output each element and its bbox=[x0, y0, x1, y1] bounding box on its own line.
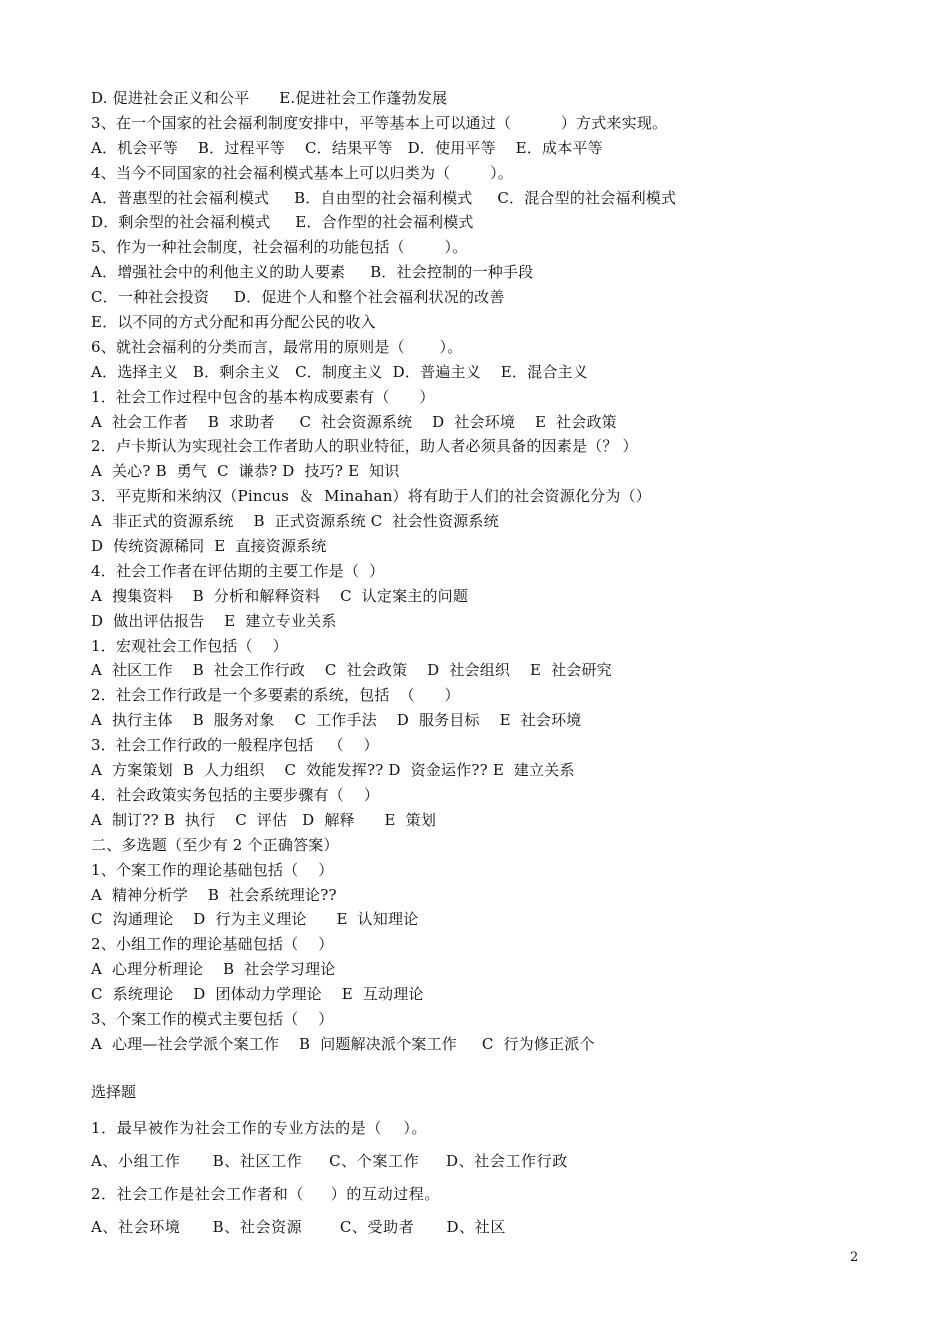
question-list-lower bbox=[91, 1080, 891, 1244]
options-line: A 精神分析学 B 社会系统理论?? bbox=[91, 885, 337, 904]
question-line: 2．社会工作是社会工作者和（ ）的互动过程。 bbox=[91, 1185, 440, 1203]
section-heading: 二、多选题（至少有 2 个正确答案） bbox=[91, 835, 339, 854]
question-line: 3．平克斯和米纳汉（Pincus ＆ Minahan）将有助于人们的社会资源化分为（） bbox=[91, 487, 651, 506]
options-line: D 做出评估报告 E 建立专业关系 bbox=[91, 611, 337, 630]
options-line: A 社区工作 B 社会工作行政 C 社会政策 D 社会组织 E 社会研究 bbox=[91, 661, 612, 680]
options-line: D．剩余型的社会福利模式 E．合作型的社会福利模式 bbox=[91, 213, 474, 232]
question-line: 3、个案工作的模式主要包括（ ） bbox=[91, 1009, 334, 1028]
options-line: A．机会平等 B．过程平等 C．结果平等 D．使用平等 E．成本平等 bbox=[91, 138, 603, 157]
options-line: E．以不同的方式分配和再分配公民的收入 bbox=[91, 313, 376, 332]
options-line: A 方案策划 B 人力组织 C 效能发挥?? D 资金运作?? E 建立关系 bbox=[91, 761, 575, 780]
section-heading: 选择题 bbox=[91, 1083, 137, 1101]
page-number: 2 bbox=[850, 1250, 859, 1265]
question-line: 1．宏观社会工作包括（ ） bbox=[91, 636, 288, 655]
spacer bbox=[91, 1104, 891, 1112]
options-line: A．选择主义 B．剩余主义 C．制度主义 D．普遍主义 E．混合主义 bbox=[91, 362, 588, 381]
options-line: A．增强社会中的利他主义的助人要素 B．社会控制的一种手段 bbox=[91, 263, 534, 282]
options-line: C 沟通理论 D 行为主义理论 E 认知理论 bbox=[91, 910, 419, 929]
options-line: A 社会工作者 B 求助者 C 社会资源系统 D 社会环境 E 社会政策 bbox=[91, 412, 617, 431]
options-line: A 心理分析理论 B 社会学习理论 bbox=[91, 960, 336, 979]
question-line: 2．卢卡斯认为实现社会工作者助人的职业特征，助人者必须具备的因素是（？ ） bbox=[91, 437, 638, 456]
question-line: 1、个案工作的理论基础包括（ ） bbox=[91, 860, 334, 879]
options-line: A 搜集资料 B 分析和解释资料 C 认定案主的问题 bbox=[91, 586, 469, 605]
question-line: 1．最早被作为社会工作的专业方法的是（ ）。 bbox=[91, 1119, 428, 1137]
options-line: A、社会环境 B、社会资源 C、受助者 D、社区 bbox=[91, 1218, 506, 1236]
question-line: 5、作为一种社会制度，社会福利的功能包括（ ）。 bbox=[91, 238, 468, 257]
options-line: D 传统资源稀同 E 直接资源系统 bbox=[91, 537, 327, 556]
question-line: 1．社会工作过程中包含的基本构成要素有（ ） bbox=[91, 387, 435, 406]
question-line: 4、当今不同国家的社会福利模式基本上可以归类为（ ）。 bbox=[91, 163, 513, 182]
question-line: 3．社会工作行政的一般程序包括 （ ） bbox=[91, 736, 379, 755]
question-line: 4．社会工作者在评估期的主要工作是（ ） bbox=[91, 561, 385, 580]
question-line: 4．社会政策实务包括的主要步骤有（ ） bbox=[91, 785, 380, 804]
options-line: A 执行主体 B 服务对象 C 工作手法 D 服务目标 E 社会环境 bbox=[91, 711, 582, 730]
options-line: A 关心? B 勇气 C 谦恭? D 技巧? E 知识 bbox=[91, 462, 400, 481]
options-line: C 系统理论 D 团体动力学理论 E 互动理论 bbox=[91, 985, 424, 1004]
text-line: D. 促进社会正义和公平 E.促进社会工作蓬勃发展 bbox=[91, 89, 448, 107]
question-line: 2．社会工作行政是一个多要素的系统，包括 （ ） bbox=[91, 686, 460, 705]
question-line: 3、在一个国家的社会福利制度安排中，平等基本上可以通过（ ）方式来实现。 bbox=[91, 113, 668, 132]
options-line: A．普惠型的社会福利模式 B．自由型的社会福利模式 C．混合型的社会福利模式 bbox=[91, 188, 677, 207]
question-line: 2、小组工作的理论基础包括（ ） bbox=[91, 935, 334, 954]
options-line: A 心理—社会学派个案工作 B 问题解决派个案工作 C 行为修正派个 bbox=[91, 1034, 595, 1053]
options-line: A 制订?? B 执行 C 评估 D 解释 E 策划 bbox=[91, 810, 437, 829]
options-line: A、小组工作 B、社区工作 C、个案工作 D、社会工作行政 bbox=[91, 1152, 568, 1170]
options-line: A 非正式的资源系统 B 正式资源系统 C 社会性资源系统 bbox=[91, 512, 499, 531]
question-line: 6、就社会福利的分类而言，最常用的原则是（ ）。 bbox=[91, 337, 463, 356]
options-line: C．一种社会投资 D．促进个人和整个社会福利状况的改善 bbox=[91, 288, 505, 307]
question-list-upper bbox=[91, 86, 891, 1057]
